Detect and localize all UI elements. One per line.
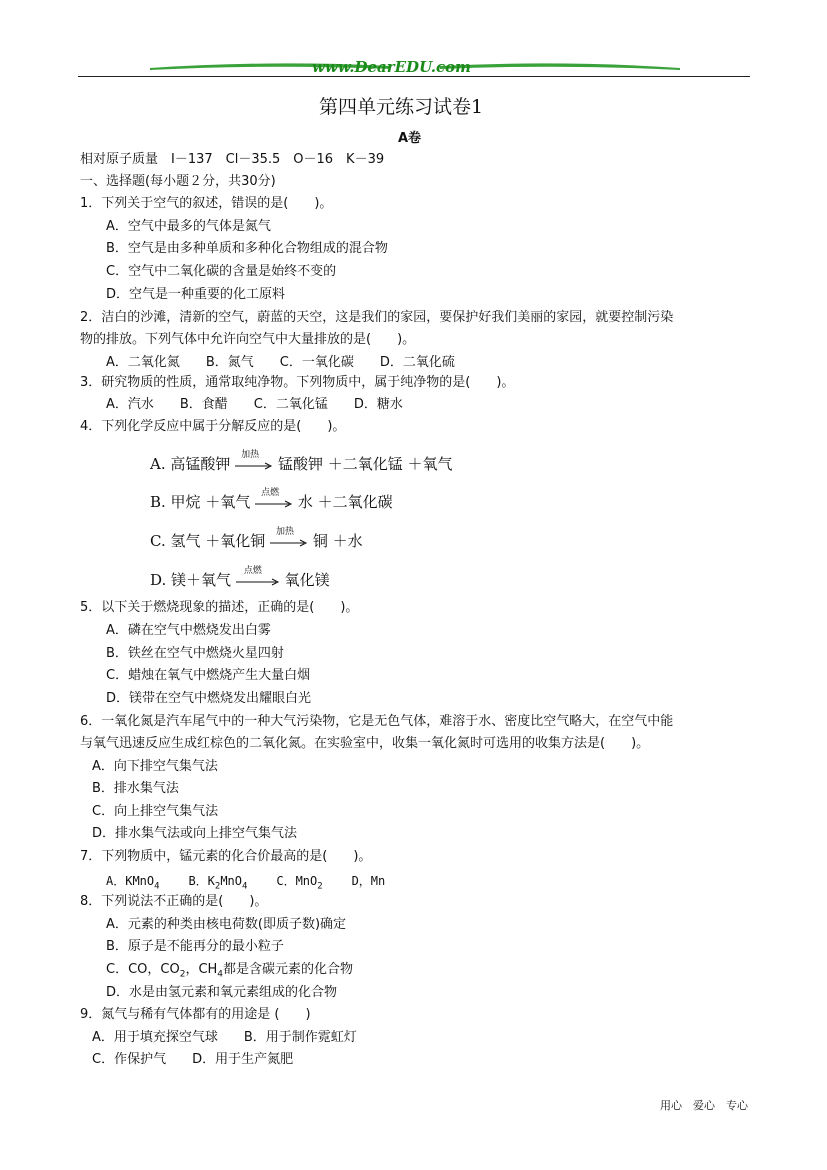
- q4-d-condition: 点燃: [243, 566, 262, 576]
- q1-option-c: C．空气中二氧化碳的含量是始终不变的: [106, 264, 337, 279]
- header-rule: [78, 76, 750, 77]
- q5-stem: 5．以下关于燃烧现象的描述，正确的是( )。: [80, 600, 359, 615]
- q3-stem: 3．研究物质的性质，通常取纯净物。下列物质中，属于纯净物的是( )。: [80, 375, 515, 390]
- q4-d-reactants: D. 镁＋氧气: [150, 571, 232, 589]
- q9-options-line2: C．作保护气 D．用于生产氮肥: [92, 1052, 294, 1067]
- site-logo-text: www.DearEDU.com: [312, 58, 472, 76]
- q1-option-b: B．空气是由多种单质和多种化合物组成的混合物: [106, 241, 388, 256]
- q1-option-a: A．空气中最多的气体是氮气: [106, 219, 271, 234]
- q7-stem: 7．下列物质中，锰元素的化合价最高的是( )。: [80, 849, 372, 864]
- q4-b-reactants: B. 甲烷 ＋氧气: [150, 493, 251, 511]
- q9-options-line1: A．用于填充探空气球 B．用于制作霓虹灯: [92, 1030, 357, 1045]
- atomic-masses: 相对原子质量 I－137 Cl－35.5 O－16 K－39: [80, 152, 385, 167]
- q8-option-b: B．原子是不能再分的最小粒子: [106, 939, 284, 954]
- q7-option-b: B．$K_2MnO_4$: [188, 874, 248, 892]
- q4-stem: 4．下列化学反应中属于分解反应的是( )。: [80, 419, 346, 434]
- q4-a-condition: 加热: [241, 450, 260, 460]
- reaction-arrow-icon: [236, 566, 280, 589]
- reaction-arrow-icon: [270, 527, 308, 550]
- q7-option-c: C．MnO$_2$: [276, 874, 323, 892]
- q6-option-b: B．排水集气法: [92, 781, 179, 796]
- q4-b-condition: 点燃: [261, 488, 280, 498]
- q4-option-a: [150, 450, 453, 474]
- reaction-arrow-icon: [235, 450, 273, 473]
- q5-option-a: A．磷在空气中燃烧发出白雾: [106, 623, 271, 638]
- q7-option-a: A．KMnO$_4$: [106, 874, 160, 892]
- footer-slogan: 用心 爱心 专心: [660, 1099, 748, 1112]
- q8-option-d: D．水是由氢元素和氧元素组成的化合物: [106, 985, 338, 1000]
- q4-option-b: [150, 488, 393, 512]
- part-heading: 一、选择题(每小题２分，共30分): [80, 174, 276, 189]
- q4-c-products: 铜 ＋水: [312, 532, 363, 550]
- q5-option-c: C．蜡烛在氧气中燃烧产生大量白烟: [106, 668, 311, 683]
- q4-b-products: 水 ＋二氧化碳: [297, 493, 393, 511]
- q5-option-b: B．铁丝在空气中燃烧火星四射: [106, 646, 284, 661]
- reaction-arrow-icon: [255, 488, 293, 511]
- q5-option-d: D．镁带在空气中燃烧发出耀眼白光: [106, 691, 312, 706]
- q8-option-a: A．元素的种类由核电荷数(即质子数)确定: [106, 917, 347, 932]
- q2-options: A．二氧化氮 B．氮气 C．一氧化碳 D．二氧化硫: [106, 355, 455, 370]
- q9-stem: 9．氮气与稀有气体都有的用途是 ( ): [80, 1007, 311, 1022]
- q2-stem-line1: 2．洁白的沙滩，清新的空气，蔚蓝的天空，这是我们的家园，要保护好我们美丽的家园，就要控制污染: [80, 310, 674, 325]
- q4-a-products: 锰酸钾 ＋二氧化锰 ＋氧气: [277, 455, 453, 473]
- q7-option-d: D，Mn: [351, 874, 386, 888]
- page-title: 第四单元练习试卷1: [319, 96, 484, 118]
- q8-option-c: C．CO，$CO_2$，$CH_4$都是含碳元素的化合物: [106, 962, 354, 980]
- q4-c-condition: 加热: [276, 527, 295, 537]
- q4-a-reactants: A. 高锰酸钾: [150, 455, 231, 473]
- q1-stem: 1．下列关于空气的叙述，错误的是( )。: [80, 196, 333, 211]
- section-label: A卷: [398, 131, 422, 146]
- q6-stem-line1: 6．一氧化氮是汽车尾气中的一种大气污染物，它是无色气体，难溶于水、密度比空气略大，在空气中能: [80, 714, 674, 729]
- q4-option-c: [150, 527, 363, 551]
- q6-stem-line2: 与氧气迅速反应生成红棕色的二氧化氮。在实验室中，收集一氧化氮时可选用的收集方法是( )。: [80, 736, 650, 751]
- q3-options: A．汽水 B．食醋 C．二氧化锰 D．糖水: [106, 397, 403, 412]
- q4-c-reactants: C. 氢气 ＋氧化铜: [150, 532, 266, 550]
- q4-option-d: [150, 566, 330, 590]
- q4-d-products: 氧化镁: [284, 571, 330, 589]
- q7-options: [106, 873, 385, 894]
- q6-option-c: C．向上排空气集气法: [92, 804, 219, 819]
- q6-option-d: D．排水集气法或向上排空气集气法: [92, 826, 298, 841]
- q1-option-d: D．空气是一种重要的化工原料: [106, 287, 286, 302]
- q6-option-a: A．向下排空气集气法: [92, 759, 218, 774]
- q2-stem-line2: 物的排放。下列气体中允许向空气中大量排放的是( )。: [80, 332, 416, 347]
- q8-stem: 8．下列说法不正确的是( )。: [80, 894, 268, 909]
